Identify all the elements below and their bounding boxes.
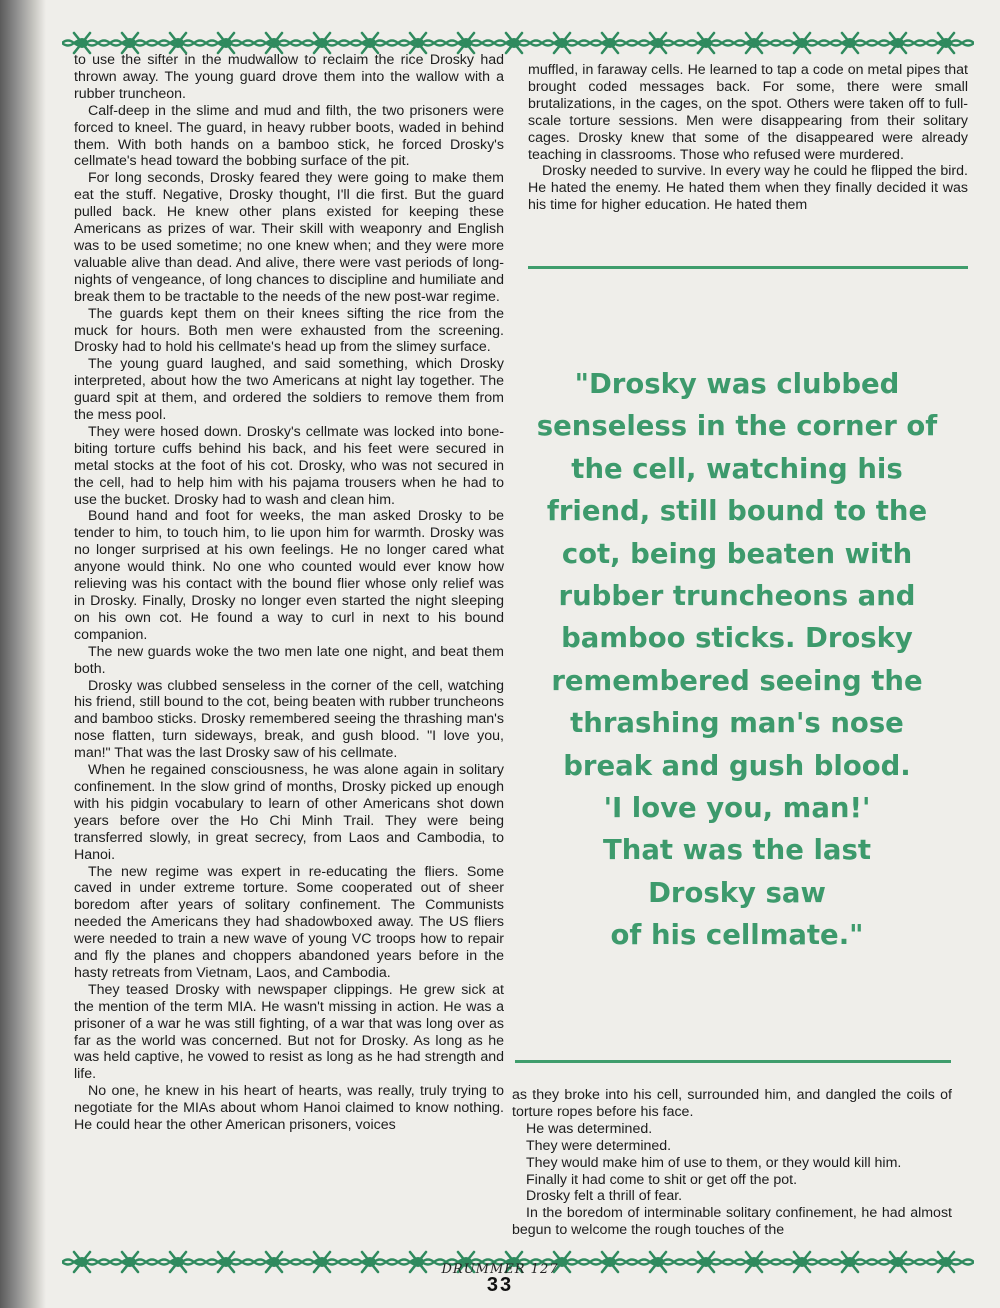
- article-paragraph: The guards kept them on their knees sifting the rice from the muck for hours. Both men were exhausted from the screening. Drosky had to hold his cellmate's head up from the slimey surface.: [74, 305, 504, 356]
- article-paragraph: No one, he knew in his heart of hearts, was really, truly trying to negotiate for the MIAs about whom Hanoi claimed to know nothing. He could hear the other American prisoners, voices: [74, 1083, 504, 1134]
- pull-quote-top-rule: [528, 266, 968, 269]
- article-paragraph: as they broke into his cell, surrounded him, and dangled the coils of torture ropes before his face.: [512, 1087, 952, 1120]
- article-paragraph: Finally it had come to shit or get off the pot.: [526, 1171, 798, 1188]
- pull-quote-bottom-rule: [515, 1060, 951, 1063]
- article-paragraph: They were determined.: [526, 1137, 672, 1154]
- article-paragraph: The young guard laughed, and said something, which Drosky interpreted, about how the two Americans at night lay together. The guard spit at them, and ordered the soldiers to remove them from the mess pool.: [74, 356, 504, 424]
- article-paragraph: The new guards woke the two men late one night, and beat them both.: [74, 643, 504, 677]
- article-paragraph: muffled, in faraway cells. He learned to tap a code on metal pipes that brought coded messages back. For some, there were small brutalizations, in the cages, on the spot. Others were taken off to full-scale torture sessions. Men were disappearing from their solitary cages. Drosky knew that some of the disappeared were already teaching in classrooms. Those who refused were murdered.: [528, 62, 968, 163]
- page-number: 33: [486, 1274, 514, 1296]
- article-paragraph: In the boredom of interminable solitary confinement, he had almost begun to welcome the rough touches of the: [512, 1205, 952, 1239]
- magazine-spine-shadow: [0, 0, 46, 1308]
- article-right-column-bottom: [512, 1087, 952, 1257]
- article-paragraph: Drosky needed to survive. In every way he could he flipped the bird. He hated the enemy. He hated them when they finally decided it was his time for higher education. He hated them: [528, 163, 968, 214]
- article-paragraph: When he regained consciousness, he was alone again in solitary confinement. In the slow grind of months, Drosky picked up enough with his pidgin vocabulary to learn of other Americans shot down years before over the Ho Chi Minh Trail. They were being transferred slowly, in great secrecy, from Laos and Cambodia, to Hanoi.: [74, 762, 504, 863]
- article-paragraph: Drosky felt a thrill of fear.: [526, 1188, 683, 1205]
- article-left-column: [74, 52, 504, 1250]
- article-paragraph: They teased Drosky with newspaper clippings. He grew sick at the mention of the term MIA. He wasn't missing in action. He was a prisoner of a war he was still fighting, of a war that was long over as far as the world was concerned. But not for Drosky. As long as he was held captive, he vowed to resist as long as he had strength and life.: [74, 981, 504, 1083]
- article-right-column-top: [528, 62, 968, 252]
- article-paragraph: They would make him of use to them, or they would kill him.: [526, 1154, 902, 1171]
- article-paragraph: Drosky was clubbed senseless in the corner of the cell, watching his friend, still bound to the cot, being beaten with rubber truncheons and bamboo sticks. Drosky remembered seeing the thrashing man's nose flatten, turn sideways, break, and gush blood. "I love you, man!" That was the last Drosky saw of his cellmate.: [74, 677, 504, 762]
- article-paragraph: For long seconds, Drosky feared they were going to make them eat the stuff. Negative, Drosky thought, I'll die first. But the guard pulled back. He knew other plans existed for keeping these Americans as prizes of war. Their skill with weaponry and English was to be used sometime; no one knew when; and they were more valuable alive than dead. And alive, there were vast periods of long-nights of vengeance, of long chances to discipline and humiliate and break them to be tractable to the needs of the new post-war regime.: [74, 170, 504, 305]
- article-paragraph: The new regime was expert in re-educating the fliers. Some caved in under extreme torture. Some cooperated out of sheer boredom after years of solitary confinement. The Communists needed the Americans they had shadowboxed away. The US fliers were needed to train a new wave of young VC troops how to repair and fly the planes and choppers abandoned years before in the hasty retreats from Vietnam, Laos, and Cambodia.: [74, 863, 504, 981]
- pull-quote: "Drosky was clubbed senseless in the corner of the cell, watching his friend, still bound to the cot, being beaten with rubber truncheons and bamboo sticks. Drosky remembered seeing the thrashing man's nose break and gush blood. 'I love you, man!' That was the last Drosky saw of his cellmate.": [536, 368, 938, 952]
- article-paragraph: Calf-deep in the slime and mud and filth, the two prisoners were forced to kneel. The guard, in heavy rubber boots, waded in behind them. With both hands on a bamboo stick, he forced Drosky's cellmate's head toward the bobbing surface of the pit.: [74, 102, 504, 170]
- article-paragraph: He was determined.: [526, 1120, 653, 1137]
- article-paragraph: Bound hand and foot for weeks, the man asked Drosky to be tender to him, to touch him, to lie upon him for warmth. Drosky was no longer surprised at his own feelings. He no longer cared what anyone would think. No one who counted would ever know how relieving was his contact with the bound flier whose only relief was in Drosky. Finally, Drosky no longer even started the night sleeping on his own cot. He found a way to curl in next to his bound companion.: [74, 508, 504, 643]
- article-paragraph: They were hosed down. Drosky's cellmate was locked into bone-biting torture cuffs behind his back, and his feet were secured in metal stocks at the foot of his cot. Drosky, who was not secured in the cell, had to help him with his pajama trousers when he had to use the bucket. Drosky had to wash and clean him.: [74, 423, 504, 508]
- magazine-name: DRUMMER 127: [441, 1262, 559, 1277]
- article-paragraph: to use the sifter in the mudwallow to reclaim the rice Drosky had thrown away. The young guard drove them into the wallow with a rubber truncheon.: [74, 52, 504, 102]
